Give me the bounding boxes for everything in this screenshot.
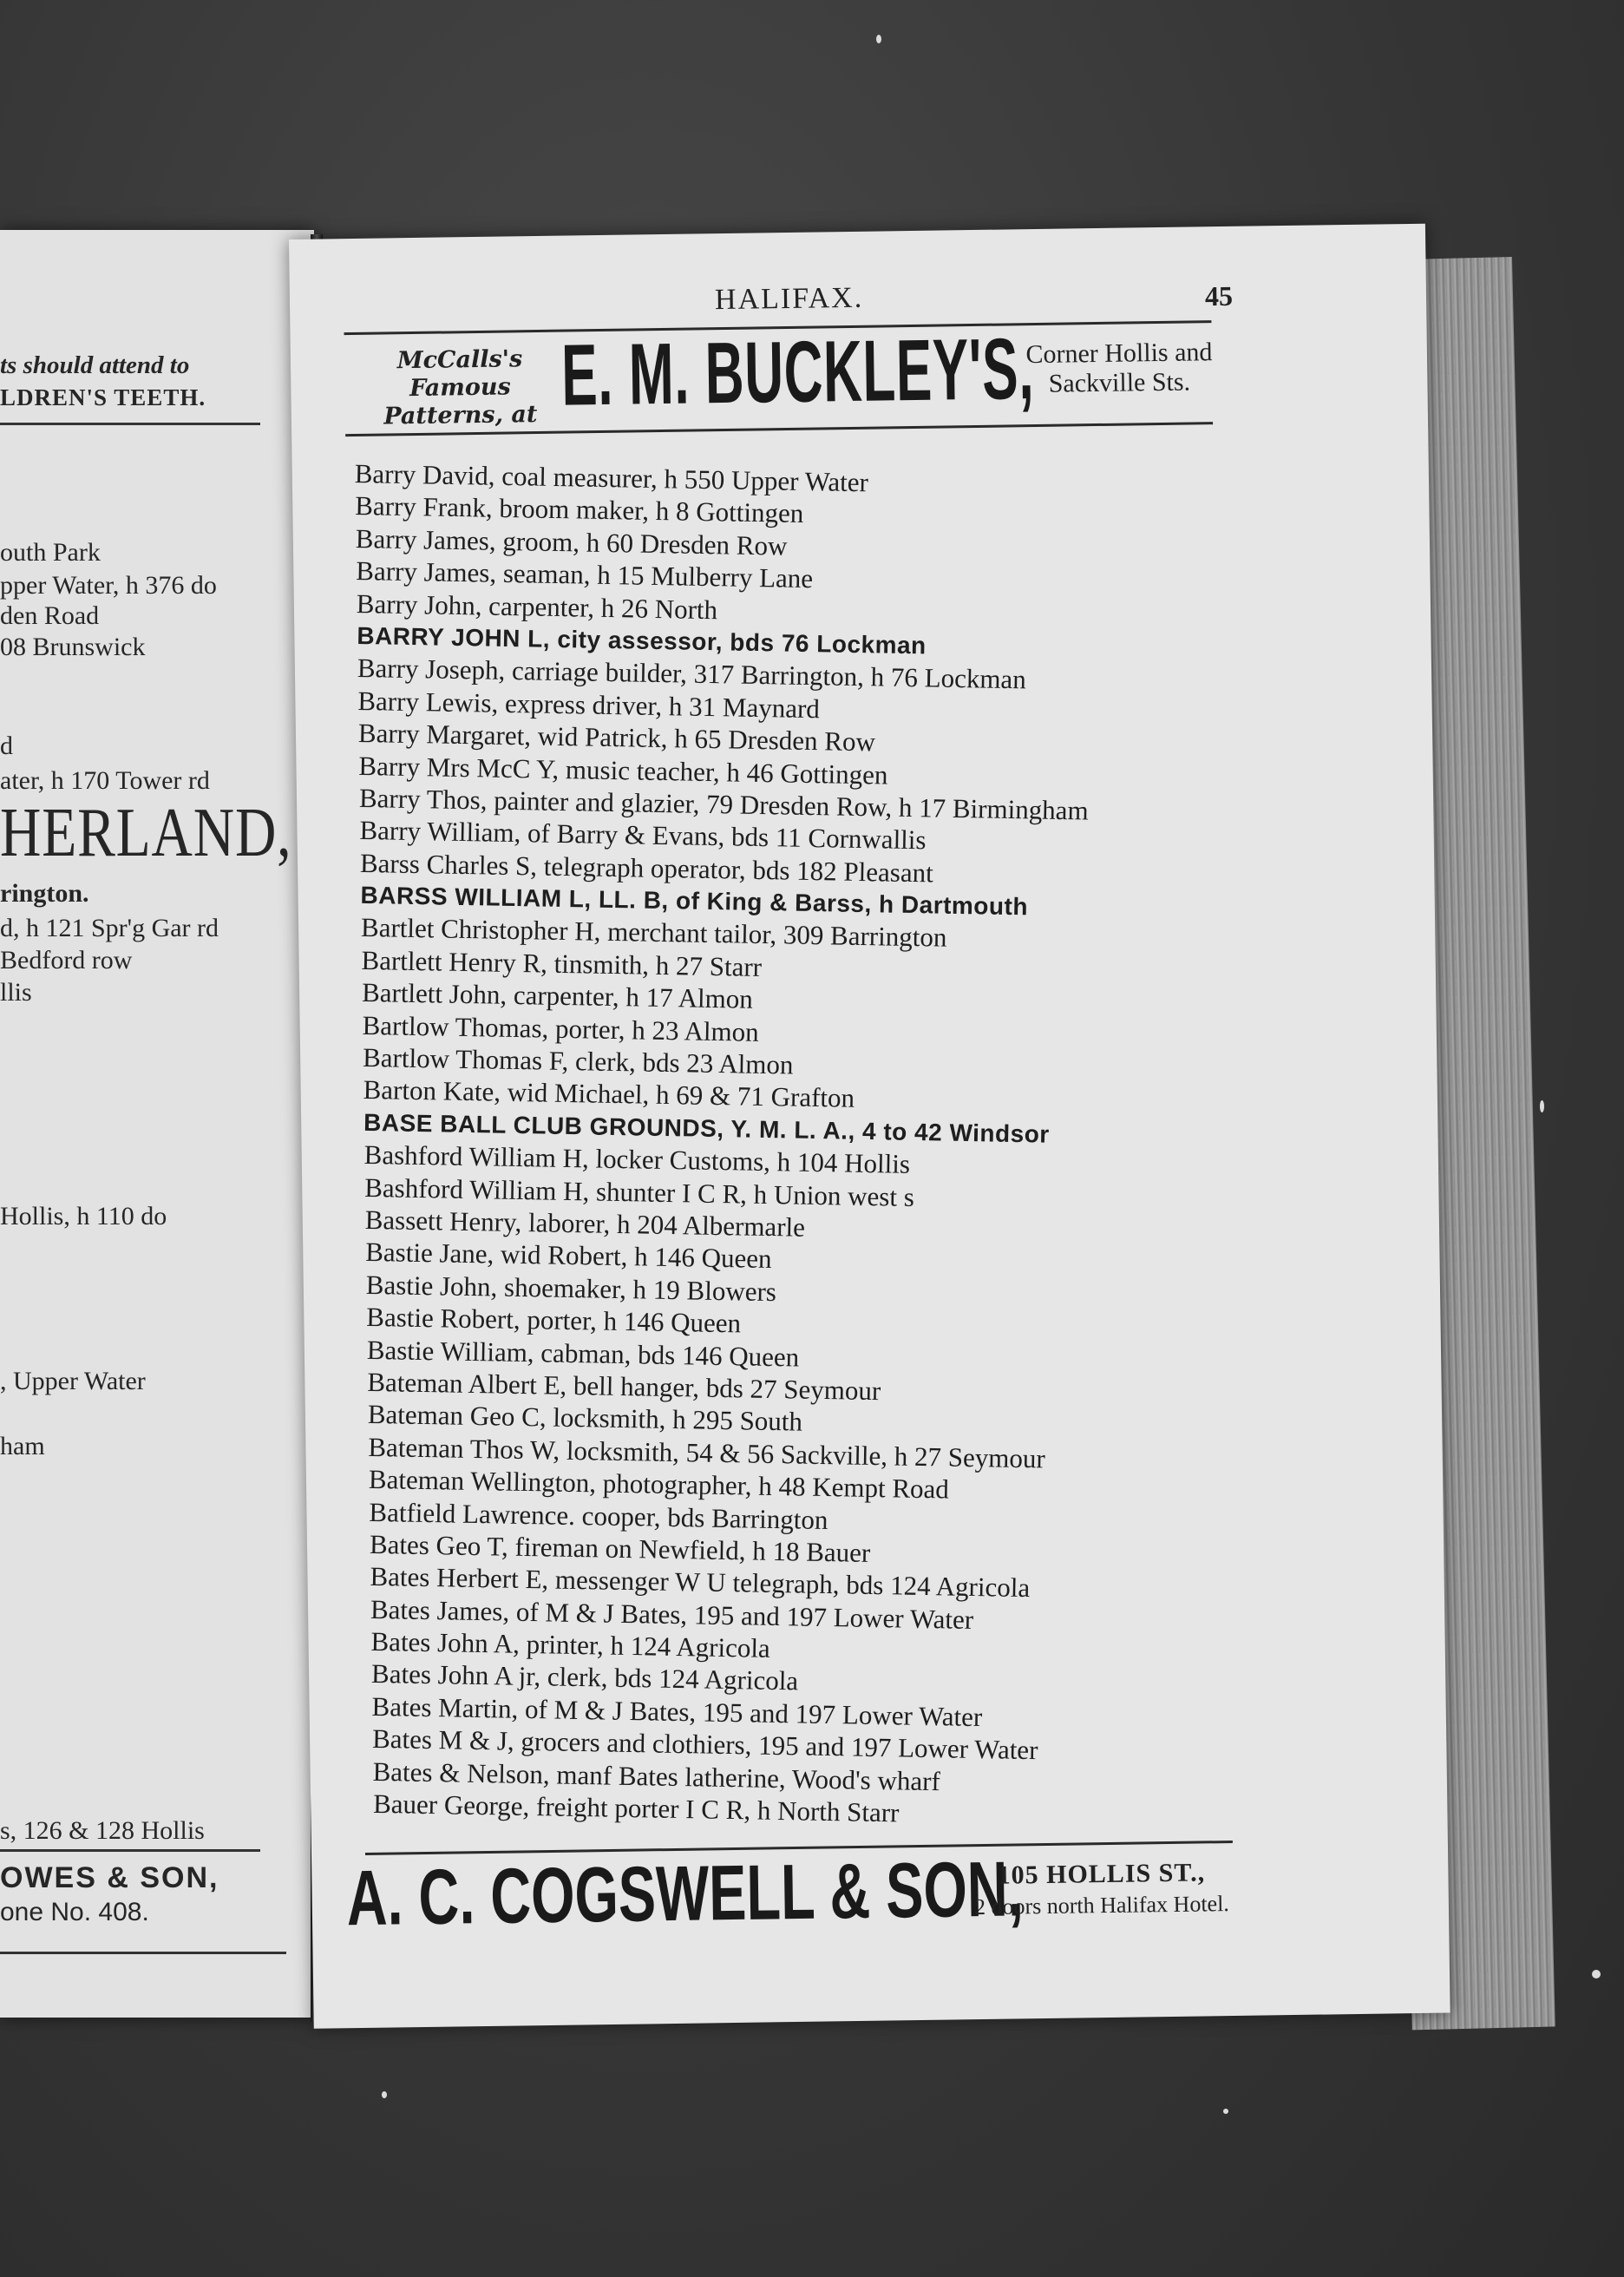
left-page-advert-heading: HERLAND,	[0, 795, 292, 871]
left-page-line: d, h 121 Spr'g Gar rd	[0, 914, 219, 942]
directory-entry: Barry Joseph, carriage builder, 317 Barrington, h 76 Lockman	[357, 653, 1027, 695]
left-page-line: ham	[0, 1432, 45, 1460]
left-page-line: s, 126 & 128 Hollis	[0, 1816, 205, 1845]
left-page-line: llis	[0, 978, 32, 1007]
page-number: 45	[1204, 279, 1234, 312]
directory-entry: Bastie Jane, wid Robert, h 146 Queen	[364, 1237, 772, 1275]
directory-entry: Bartlow Thomas F, clerk, bds 23 Almon	[362, 1041, 794, 1080]
advert-bottom-location: 2 doors north Halifax Hotel.	[973, 1891, 1230, 1920]
directory-entry: Bartlet Christopher H, merchant tailor, 309 Barrington	[360, 912, 947, 954]
directory-entry: Bateman Thos W, locksmith, 54 & 56 Sackville, h 27 Seymour	[368, 1431, 1046, 1474]
directory-entry: Bates John A jr, clerk, bds 124 Agricola	[370, 1658, 799, 1696]
directory-entry: Barry Mrs McC Y, music teacher, h 46 Gottingen	[358, 750, 888, 791]
directory-entry: Barry William, of Barry & Evans, bds 11 Cornwallis	[359, 815, 927, 856]
left-page-rule	[0, 1952, 286, 1954]
left-page	[0, 230, 314, 2018]
directory-entry: Bateman Albert E, bell hanger, bds 27 Seymour	[367, 1366, 881, 1407]
directory-entry: Bateman Wellington, photographer, h 48 Kempt Road	[368, 1463, 950, 1505]
directory-entry: Bastie John, shoemaker, h 19 Blowers	[365, 1269, 777, 1307]
directory-entry: Barry Frank, broom maker, h 8 Gottingen	[354, 490, 804, 529]
left-page-line: ater, h 170 Tower rd	[0, 766, 210, 795]
left-page-line: ts should attend to	[0, 351, 190, 379]
directory-entry: Bates James, of M & J Bates, 195 and 197 Lower Water	[370, 1593, 974, 1635]
directory-entry: Barry James, groom, h 60 Dresden Row	[355, 522, 788, 561]
directory-entry: Bastie William, cabman, bds 146 Queen	[366, 1334, 800, 1373]
directory-entry: Barry Thos, painter and glazier, 79 Dresden Row, h 17 Birmingham	[358, 782, 1089, 826]
directory-entry: Barry David, coal measurer, h 550 Upper Water	[354, 457, 869, 498]
directory-entry: Bates Geo T, fireman on Newfield, h 18 Bauer	[369, 1528, 871, 1568]
directory-entry: Barry Margaret, wid Patrick, h 65 Dresden Row	[357, 718, 876, 758]
left-page-line: d	[0, 732, 13, 760]
directory-entry: Bates & Nelson, manf Bates latherine, Wood's wharf	[372, 1755, 941, 1796]
directory-entry: Bates Martin, of M & J Bates, 195 and 197 Lower Water	[371, 1690, 983, 1732]
directory-entry: Barton Kate, wid Michael, h 69 & 71 Grafton	[363, 1074, 855, 1114]
advert-top-address: Corner Hollis and Sackville Sts.	[1025, 338, 1213, 398]
left-page-line: Hollis, h 110 do	[0, 1202, 167, 1230]
left-page-line: LDREN'S TEETH.	[0, 384, 206, 410]
left-page-line: outh Park	[0, 538, 101, 567]
directory-entry: BARRY JOHN L, city assessor, bds 76 Lockman	[357, 621, 927, 659]
advert-top-name: E. M. BUCKLEY'S,	[560, 320, 1035, 424]
left-page-advert-phone: one No. 408.	[0, 1898, 149, 1926]
dust-speck	[1223, 2109, 1228, 2114]
directory-entry: Bartlett John, carpenter, h 17 Almon	[361, 977, 754, 1015]
directory-page	[289, 224, 1450, 2029]
directory-entry: Bauer George, freight porter I C R, h North Starr	[372, 1788, 900, 1828]
directory-entry: Bartlow Thomas, porter, h 23 Almon	[362, 1009, 760, 1047]
directory-entry: Bates John A, printer, h 124 Agricola	[370, 1625, 771, 1663]
advert-bottom-street: 105 HOLLIS ST.,	[997, 1858, 1206, 1890]
left-page-rule	[0, 1849, 260, 1852]
directory-entry: Batfield Lawrence. cooper, bds Barrington	[369, 1496, 828, 1535]
directory-entry: Bassett Henry, laborer, h 204 Albermarle	[364, 1204, 806, 1243]
left-page-line: Bedford row	[0, 946, 133, 974]
directory-entry: Bateman Geo C, locksmith, h 295 South	[367, 1399, 803, 1437]
left-page-advert-name: OWES & SON,	[0, 1861, 219, 1894]
left-page-line: rington.	[0, 879, 89, 908]
directory-entry: Barry John, carpenter, h 26 North	[356, 587, 718, 625]
advert-top-tagline: McCalls's Famous Patterns, at	[383, 345, 538, 430]
directory-entries	[354, 445, 1241, 1828]
advert-bottom-name: A. C. COGSWELL & SON,	[346, 1846, 1025, 1943]
left-page-line: den Road	[0, 601, 100, 630]
running-head: HALIFAX.	[714, 281, 864, 317]
directory-entry: Bates M & J, grocers and clothiers, 195 and 197 Lower Water	[371, 1723, 1038, 1766]
dust-speck	[876, 35, 881, 43]
directory-entry: Bates Herbert E, messenger W U telegraph, bds 124 Agricola	[370, 1561, 1031, 1604]
directory-entry: Bashford William H, shunter I C R, h Union west s	[363, 1171, 915, 1212]
directory-entry: Barss Charles S, telegraph operator, bds 182 Pleasant	[359, 847, 934, 889]
directory-entry: Bastie Robert, porter, h 146 Queen	[366, 1302, 742, 1339]
left-page-rule	[0, 423, 260, 425]
dust-speck	[382, 2091, 387, 2098]
left-page-line: , Upper Water	[0, 1367, 146, 1395]
dust-speck	[1540, 1100, 1544, 1112]
directory-entry: Barry Lewis, express driver, h 31 Maynard	[357, 685, 821, 724]
directory-entry: BASE BALL CLUB GROUNDS, Y. M. L. A., 4 to 42 Windsor	[363, 1108, 1051, 1148]
directory-entry: Bartlett Henry R, tinsmith, h 27 Starr	[361, 944, 763, 982]
directory-entry: BARSS WILLIAM L, LL. B, of King & Barss, h Dartmouth	[360, 882, 1029, 921]
directory-entry: Barry James, seaman, h 15 Mulberry Lane	[356, 555, 814, 594]
directory-entry: Bashford William H, locker Customs, h 104 Hollis	[363, 1139, 911, 1180]
left-page-line: pper Water, h 376 do	[0, 571, 217, 600]
advert-bottom-address-block	[919, 1857, 1284, 1921]
left-page-line: 08 Brunswick	[0, 633, 146, 661]
dust-speck	[1592, 1970, 1601, 1978]
